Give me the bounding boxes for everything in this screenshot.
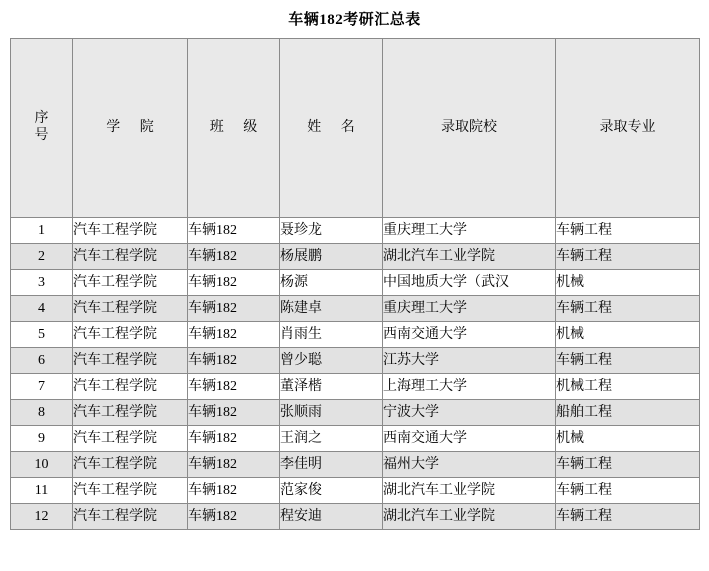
header-row [11,39,700,218]
table-row [11,400,700,426]
column-header-name [280,39,383,218]
cell-major: 机械 [556,322,700,348]
cell-school: 湖北汽车工业学院 [383,244,556,270]
cell-name: 范家俊 [280,478,383,504]
cell-college: 汽车工程学院 [73,218,188,244]
cell-class: 车辆182 [188,426,280,452]
cell-college: 汽车工程学院 [73,374,188,400]
page-title: 车辆182考研汇总表 [288,12,421,28]
cell-school: 宁波大学 [383,400,556,426]
cell-index: 2 [11,244,73,270]
cell-class: 车辆182 [188,374,280,400]
cell-index: 9 [11,426,73,452]
cell-name: 陈建卓 [280,296,383,322]
cell-school: 上海理工大学 [383,374,556,400]
cell-index: 7 [11,374,73,400]
table-row [11,478,700,504]
column-header-name-label: 姓 名 [307,119,363,135]
table-row [11,270,700,296]
cell-college: 汽车工程学院 [73,426,188,452]
cell-class: 车辆182 [188,244,280,270]
cell-class: 车辆182 [188,348,280,374]
cell-school: 湖北汽车工业学院 [383,478,556,504]
cell-major: 机械 [556,426,700,452]
cell-school: 福州大学 [383,452,556,478]
table-row [11,348,700,374]
cell-major: 车辆工程 [556,452,700,478]
column-header-school-label: 录取院校 [441,119,497,135]
cell-index: 3 [11,270,73,296]
cell-class: 车辆182 [188,218,280,244]
cell-college: 汽车工程学院 [73,478,188,504]
cell-college: 汽车工程学院 [73,400,188,426]
cell-name: 杨展鹏 [280,244,383,270]
table-body [11,218,700,530]
column-header-college-label: 学 院 [106,119,162,135]
column-header-school [383,39,556,218]
cell-college: 汽车工程学院 [73,270,188,296]
table-row [11,374,700,400]
column-header-class-label: 班 级 [209,119,266,135]
table-row [11,244,700,270]
cell-major: 车辆工程 [556,296,700,322]
cell-name: 李佳明 [280,452,383,478]
table-row [11,504,700,530]
column-header-index-label: 序 号 [34,111,57,143]
cell-index: 5 [11,322,73,348]
cell-college: 汽车工程学院 [73,296,188,322]
column-header-college [73,39,188,218]
summary-table [10,38,700,530]
cell-index: 4 [11,296,73,322]
cell-name: 张顺雨 [280,400,383,426]
cell-school: 西南交通大学 [383,322,556,348]
cell-college: 汽车工程学院 [73,322,188,348]
cell-index: 12 [11,504,73,530]
cell-major: 车辆工程 [556,478,700,504]
cell-school: 重庆理工大学 [383,218,556,244]
cell-major: 车辆工程 [556,244,700,270]
column-header-class [188,39,280,218]
table-header [11,39,700,218]
cell-school: 重庆理工大学 [383,296,556,322]
cell-index: 6 [11,348,73,374]
cell-college: 汽车工程学院 [73,348,188,374]
cell-school: 中国地质大学（武汉 [383,270,556,296]
cell-major: 机械 [556,270,700,296]
cell-major: 船舶工程 [556,400,700,426]
table-row [11,218,700,244]
cell-name: 肖雨生 [280,322,383,348]
cell-name: 董泽楷 [280,374,383,400]
cell-name: 杨源 [280,270,383,296]
cell-index: 10 [11,452,73,478]
cell-class: 车辆182 [188,452,280,478]
cell-index: 1 [11,218,73,244]
cell-class: 车辆182 [188,400,280,426]
cell-class: 车辆182 [188,270,280,296]
table-row [11,426,700,452]
cell-name: 曾少聪 [280,348,383,374]
column-header-major [556,39,700,218]
cell-index: 11 [11,478,73,504]
cell-name: 王润之 [280,426,383,452]
cell-name: 聂珍龙 [280,218,383,244]
cell-school: 湖北汽车工业学院 [383,504,556,530]
cell-college: 汽车工程学院 [73,452,188,478]
cell-major: 车辆工程 [556,504,700,530]
cell-class: 车辆182 [188,322,280,348]
column-header-index [11,39,73,218]
table-row [11,296,700,322]
cell-index: 8 [11,400,73,426]
cell-name: 程安迪 [280,504,383,530]
cell-class: 车辆182 [188,296,280,322]
cell-major: 机械工程 [556,374,700,400]
cell-major: 车辆工程 [556,218,700,244]
table-row [11,322,700,348]
cell-college: 汽车工程学院 [73,504,188,530]
cell-school: 江苏大学 [383,348,556,374]
cell-major: 车辆工程 [556,348,700,374]
cell-class: 车辆182 [188,478,280,504]
cell-school: 西南交通大学 [383,426,556,452]
column-header-major-label: 录取专业 [599,119,656,135]
cell-class: 车辆182 [188,504,280,530]
cell-college: 汽车工程学院 [73,244,188,270]
table-row [11,452,700,478]
